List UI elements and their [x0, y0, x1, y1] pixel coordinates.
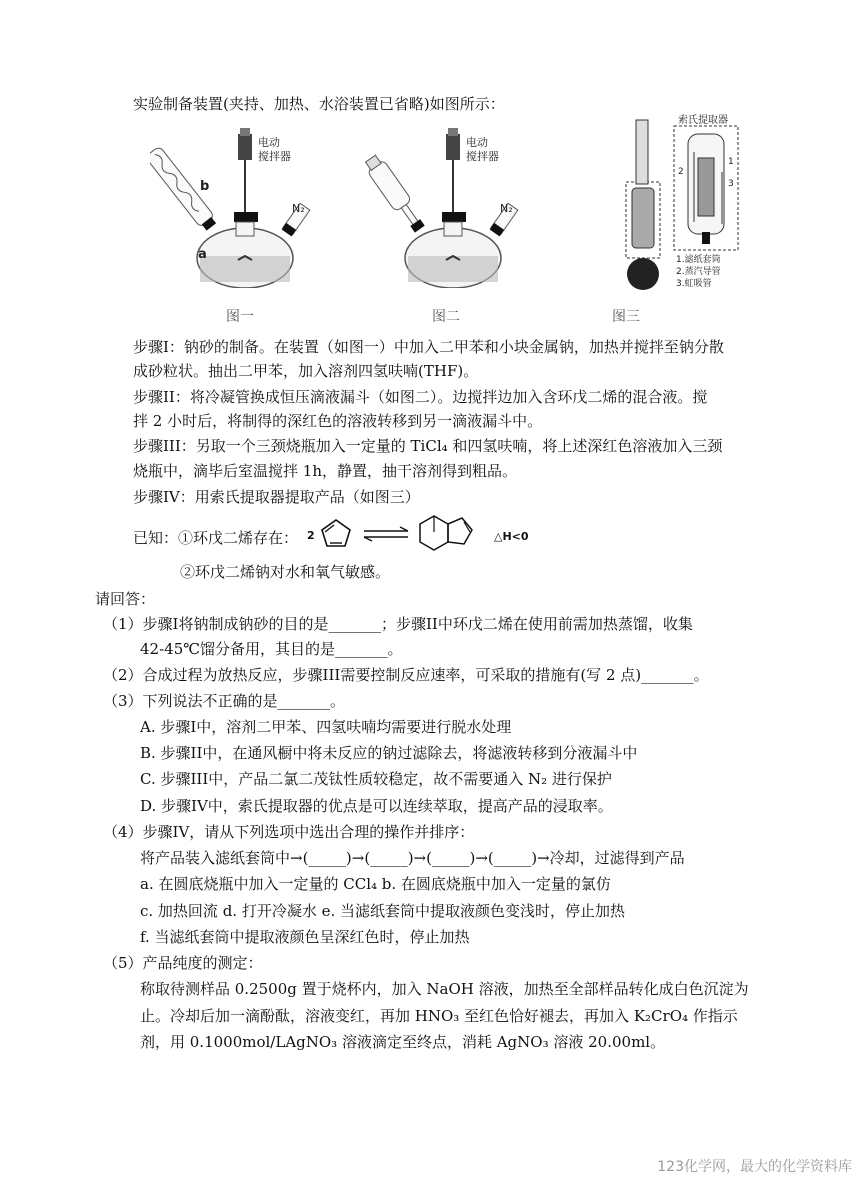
question-1-line-2: 42-45℃馏分备用，其目的是_______。	[140, 640, 403, 658]
svg-text:搅拌器: 搅拌器	[258, 150, 291, 163]
question-3-option-b: B. 步骤II中，在通风橱中将未反应的钠过滤除去，将滤液转移到分液漏斗中	[140, 744, 638, 762]
question-2: （2）合成过程为放热反应，步骤III需要控制反应速率，可采取的措施有(写 2 点)_______。	[103, 666, 709, 684]
question-4-sequence: 将产品装入滤纸套筒中→(_____)→(_____)→(_____)→(_____)→冷却，过滤得到产品	[140, 849, 685, 867]
figure-1-caption: 图一	[226, 309, 254, 325]
figure-2-caption: 图二	[432, 309, 460, 325]
fig2-stirrer-label: 电动	[466, 136, 488, 149]
question-4-option-ab: a. 在圆底烧瓶中加入一定量的 CCl₄ b. 在圆底烧瓶中加入一定量的氯仿	[140, 875, 611, 893]
ask-label: 请回答：	[95, 590, 156, 608]
fig3-title: 索氏提取器	[678, 115, 728, 126]
question-5-line-1: 称取待测样品 0.2500g 置于烧杯内，加入 NaOH 溶液，加热至全部样品转化成白色沉淀为	[140, 980, 749, 998]
figure-3-caption: 图三	[612, 309, 640, 325]
step-2-line-1: 步骤II：将冷凝管换成恒压滴液漏斗（如图二）。边搅拌边加入含环戊二烯的混合液。搅	[133, 388, 708, 406]
fig3-num-1: 1	[728, 157, 734, 167]
question-5-stem: （5）产品纯度的测定：	[103, 954, 263, 972]
footer-watermark: 123化学网，最大的化学资料库	[657, 1159, 852, 1175]
fig3-num-3: 3	[728, 179, 734, 189]
step-3-line-1: 步骤III：另取一个三颈烧瓶加入一定量的 TiCl₄ 和四氢呋喃，将上述深红色溶液加入三颈	[133, 437, 723, 455]
step-1-line-2: 成砂粒状。抽出二甲苯，加入溶剂四氢呋喃(THF)。	[133, 362, 479, 380]
fig2-n2-label: N₂	[500, 202, 513, 215]
known-coefficient: 2	[307, 529, 315, 542]
question-4-option-cde: c. 加热回流 d. 打开冷凝水 e. 当滤纸套筒中提取液颜色变浅时，停止加热	[140, 902, 626, 920]
question-4-stem: （4）步骤IV，请从下列选项中选出合理的操作并排序：	[103, 823, 475, 841]
known-item-2: ②环戊二烯钠对水和氧气敏感。	[180, 563, 391, 581]
known-prefix: 已知：①环戊二烯存在：	[133, 529, 299, 547]
question-5-line-3: 剂，用 0.1000mol/LAgNO₃ 溶液滴定至终点，消耗 AgNO₃ 溶液 20.00ml。	[140, 1033, 666, 1051]
step-2-line-2: 拌 2 小时后，将制得的深红色的溶液转移到另一滴液漏斗中。	[133, 412, 543, 430]
step-1-line-1: 步骤I：钠砂的制备。在装置（如图一）中加入二甲苯和小块金属钠，加热并搅拌至钠分散	[133, 338, 724, 356]
figure-2-apparatus	[358, 128, 528, 288]
question-3-option-a: A. 步骤I中，溶剂二甲苯、四氢呋喃均需要进行脱水处理	[140, 718, 512, 736]
step-4-line: 步骤IV：用索氏提取器提取产品（如图三）	[133, 488, 420, 506]
question-1-line-1: （1）步骤I将钠制成钠砂的目的是_______；步骤II中环戊二烯在使用前需加热蒸馏，收集	[103, 615, 693, 633]
question-3-stem: （3）下列说法不正确的是_______。	[103, 692, 346, 710]
fig3-num-2: 2	[678, 167, 684, 177]
svg-text:搅拌器: 搅拌器	[466, 150, 499, 163]
figure-1-apparatus	[150, 128, 320, 288]
question-3-option-c: C. 步骤III中，产品二氯二茂钛性质较稳定，故不需要通入 N₂ 进行保护	[140, 770, 612, 788]
known-delta-h: △H<0	[494, 530, 529, 543]
question-3-option-d: D. 步骤IV中，索氏提取器的优点是可以连续萃取，提高产品的浸取率。	[140, 797, 613, 815]
fig1-label-b: b	[200, 179, 210, 194]
question-5-line-2: 止。冷却后加一滴酚酞，溶液变红，再加 HNO₃ 至红色恰好褪去，再加入 K₂CrO₄ 作指示	[140, 1007, 738, 1025]
fig1-label-a: a	[198, 247, 207, 262]
fig3-legend-2: 2.蒸汽导管	[676, 267, 721, 277]
fig3-legend-3: 3.虹吸管	[676, 279, 712, 289]
fig1-stirrer-label: 电动	[258, 136, 280, 149]
step-3-line-2: 烧瓶中，滴毕后室温搅拌 1h，静置，抽干溶剂得到粗品。	[133, 462, 517, 480]
fig3-legend-1: 1.滤纸套筒	[676, 255, 721, 265]
intro-text: 实验制备装置(夹持、加热、水浴装置已省略)如图所示：	[133, 95, 505, 113]
question-4-option-f: f. 当滤纸套筒中提取液颜色呈深红色时，停止加热	[140, 928, 470, 946]
figure-3-soxhlet	[618, 112, 748, 296]
fig1-n2-label: N₂	[292, 202, 305, 215]
